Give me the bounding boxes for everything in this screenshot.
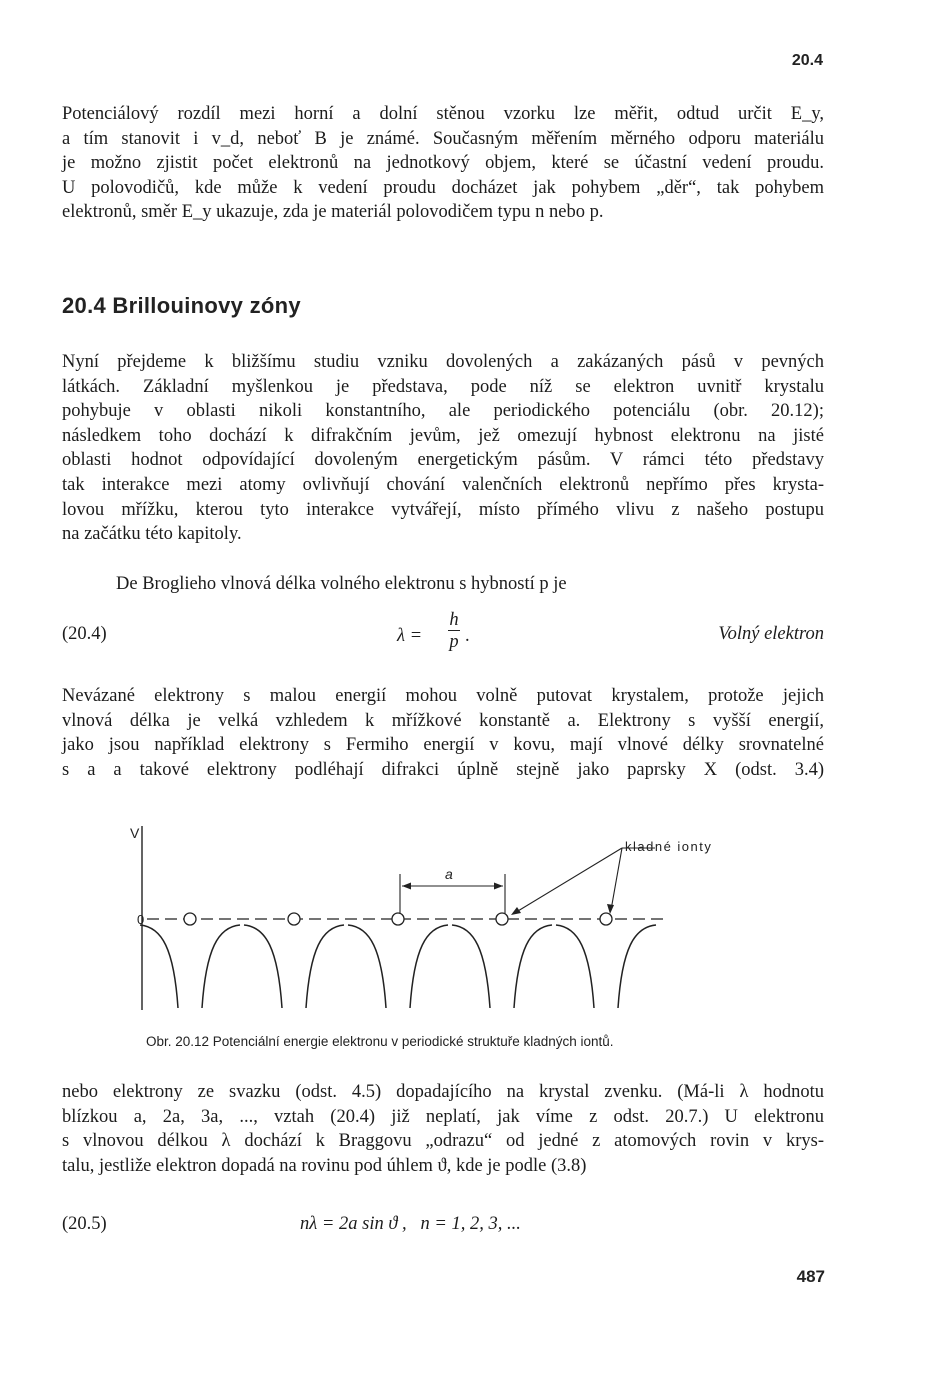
potential-well	[244, 925, 344, 1008]
fraction-denominator: p	[449, 632, 459, 652]
paragraph-line: vlnová délka je velká vzhledem k mřížkové konstantě a. Elektrony s vyšší energií,	[62, 710, 824, 731]
paragraph-3	[62, 684, 824, 782]
intro-paragraph	[62, 102, 824, 225]
paragraph-line: elektronů, směr E_y ukazuje, zda je materiál polovodičem typu n nebo p.	[62, 202, 604, 223]
paragraph-line: s a a takové elektrony podléhají difrakci úplně stejně jako paprsky X (odst. 3.4)	[62, 759, 824, 780]
paragraph-line: jako jsou například elektrony s Fermiho energií v kovu, mají vlnové délky srovnatelné	[62, 735, 824, 756]
potential-figure	[125, 818, 765, 1018]
running-head: 20.4	[791, 52, 823, 69]
paragraph-line: na začátku této kapitoly.	[62, 524, 242, 545]
paragraph-line: je možno zjistit počet elektronů na jednotkový objem, které se účastní vedení proudu.	[62, 153, 824, 174]
positive-ion	[392, 913, 404, 925]
potential-wells	[140, 925, 656, 1008]
paragraph-line: U polovodičů, kde může k vedení proudu docházet jak pohybem „děr“, tak pohybem	[62, 177, 824, 198]
paragraph-2	[116, 572, 824, 597]
ions-label: kladné ionty	[625, 839, 713, 854]
spacing-label: a	[445, 866, 453, 882]
paragraph-line: nebo elektrony ze svazku (odst. 4.5) dopadajícího na krystal zvenku. (Má-li λ hodnotu	[62, 1082, 824, 1102]
equation-20-5	[62, 1214, 824, 1244]
potential-well	[556, 925, 656, 1008]
paragraph-line: Nyní přejdeme k bližšímu studiu vzniku dovolených a zakázaných pásů v pevných	[62, 352, 824, 372]
v-axis-label: V	[130, 825, 140, 841]
equation-lhs: λ =	[397, 626, 423, 646]
paragraph-1	[62, 350, 824, 547]
paragraph-line: Nevázané elektrony s malou energií mohou volně putovat krystalem, protože jejich	[62, 686, 824, 706]
positive-ion	[496, 913, 508, 925]
potential-well	[140, 925, 240, 1008]
paragraph-line: následkem toho dochází k difrakčním jevům, jež omezují hybnost elektronu na jisté	[62, 425, 824, 446]
paragraph-line: blízkou a, 2a, 3a, ..., vztah (20.4) již neplatí, jak víme z odst. 20.7.) U elektronu	[62, 1106, 824, 1127]
paragraph-line: a tím stanovit i v_d, neboť B je známé. Současným měřením měrného odporu materiálu	[62, 128, 824, 149]
paragraph-line: tak interakce mezi atomy ovlivňují chování valenčních elektronů nepřímo přes krysta-	[62, 474, 824, 495]
equation-label: (20.4)	[62, 624, 107, 644]
potential-well	[348, 925, 448, 1008]
equation-side-note: Volný elektron	[718, 624, 824, 644]
paragraph-line: talu, jestliže elektron dopadá na rovinu pod úhlem ϑ, kde je podle (3.8)	[62, 1155, 587, 1176]
equation-20-4	[62, 610, 824, 674]
equation-formula: nλ = 2a sin ϑ , n = 1, 2, 3, ...	[300, 1214, 521, 1234]
section-title: 20.4 Brillouinovy zóny	[62, 293, 301, 318]
paragraph-line: pohybuje v oblasti nikoli konstantního, ale periodického potenciálu (obr. 20.12);	[62, 401, 824, 422]
page-number: 487	[796, 1267, 825, 1286]
paragraph-line: Potenciálový rozdíl mezi horní a dolní stěnou vzorku lze měřit, odtud určit E_y,	[62, 104, 824, 124]
zero-label: 0	[137, 912, 145, 927]
ion-pointer-arrows	[511, 848, 655, 915]
figure-caption: Obr. 20.12 Potenciální energie elektronu v periodické struktuře kladných iontů.	[146, 1034, 614, 1049]
positive-ion	[288, 913, 300, 925]
equation-fraction	[445, 610, 463, 653]
positive-ion	[184, 913, 196, 925]
paragraph-line: lovou mřížku, kterou tyto interakce vytvářejí, místo přímého vlivu z našeho postupu	[62, 499, 824, 520]
paragraph-4	[62, 1080, 824, 1178]
positive-ion	[600, 913, 612, 925]
paragraph-line: s vlnovou délkou λ dochází k Braggovu „odrazu“ od jedné z atomových rovin v krys-	[62, 1131, 824, 1152]
paragraph-line: De Broglieho vlnová délka volného elektronu s hybností p je	[116, 574, 567, 594]
equation-label: (20.5)	[62, 1214, 107, 1234]
fraction-numerator: h	[449, 610, 459, 630]
potential-well	[452, 925, 552, 1008]
paragraph-line: oblasti hodnot odpovídající dovoleným energetickým pásům. V rámci této představy	[62, 450, 824, 471]
paragraph-line: látkách. Základní myšlenkou je představa, pode níž se elektron uvnitř krystalu	[62, 376, 824, 397]
equation-tail: .	[465, 626, 470, 646]
